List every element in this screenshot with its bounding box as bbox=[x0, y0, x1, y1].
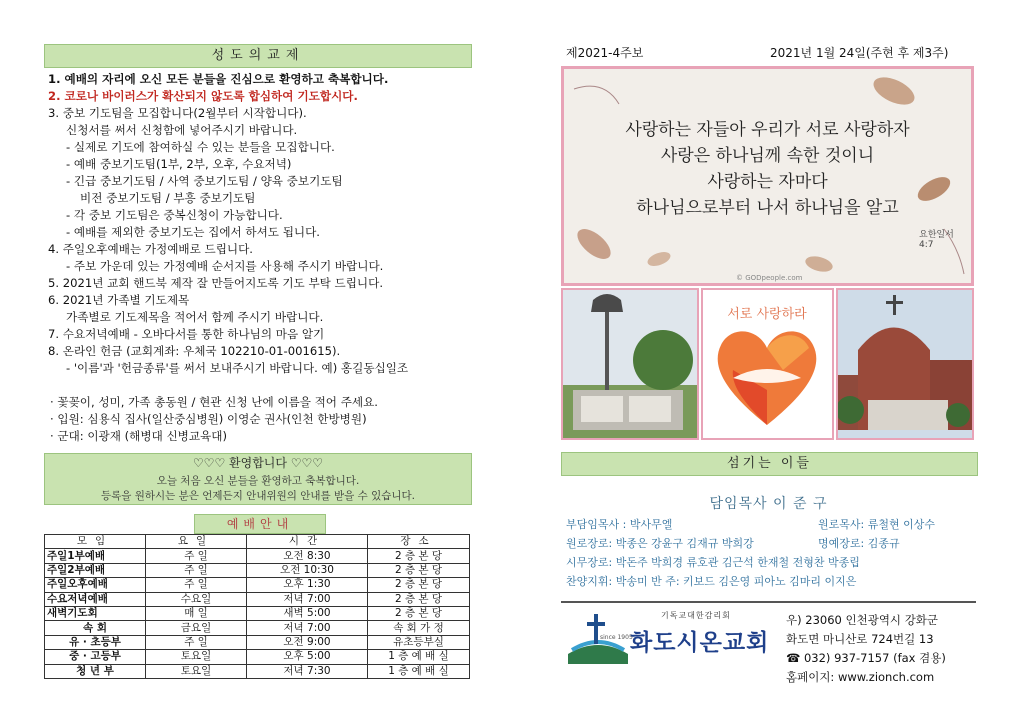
cell: 주 일 bbox=[146, 578, 247, 592]
note-item: · 군대: 이광재 (해병대 신병교육대) bbox=[50, 429, 227, 443]
cell: 새벽 5:00 bbox=[247, 606, 368, 620]
footer-divider bbox=[561, 601, 976, 603]
senior-pastor: 담임목사 이 준 구 bbox=[709, 496, 828, 512]
column-header: 시간 bbox=[247, 535, 368, 549]
table-row bbox=[45, 549, 470, 563]
denomination-label: 기독교대한감리회 bbox=[661, 611, 731, 620]
news-item: - 각 중보 기도팀은 중복신청이 가능합니다. bbox=[66, 208, 283, 222]
cell: 수요저녁예배 bbox=[45, 592, 146, 606]
love-heart-graphic bbox=[701, 288, 834, 440]
verse-line: 사랑하는 자들아 우리가 서로 사랑하자 bbox=[625, 120, 910, 140]
issue-date: 2021년 1월 24일(주현 후 제3주) bbox=[770, 46, 949, 60]
news-item: 신청서를 써서 신청함에 넣어주시기 바랍니다. bbox=[66, 123, 298, 137]
cell: 토요일 bbox=[146, 650, 247, 664]
news-item: - '이름'과 '헌금종류'를 써서 보내주시기 바랍니다. 예) 홍길동십일조 bbox=[66, 361, 409, 375]
news-item: - 주보 가운데 있는 가정예배 순서지를 사용해 주시기 바랍니다. bbox=[66, 259, 384, 273]
table-row bbox=[45, 664, 470, 678]
table-row bbox=[45, 606, 470, 620]
worship-schedule-table bbox=[44, 534, 470, 679]
cell: 주일1부예배 bbox=[45, 549, 146, 563]
cell: 매 일 bbox=[146, 606, 247, 620]
table-header-row bbox=[45, 535, 470, 549]
note-item: · 입원: 심용식 집사(일산중심병원) 이영순 권사(인천 한방병원) bbox=[50, 412, 367, 426]
cell: 오후 5:00 bbox=[247, 650, 368, 664]
news-item: - 예배 중보기도팀(1부, 2부, 오후, 수요저녁) bbox=[66, 157, 292, 171]
heart-hands-image bbox=[703, 290, 832, 438]
verse-banner bbox=[561, 66, 974, 286]
cell: 2 층 본 당 bbox=[368, 549, 470, 563]
cell: 유 · 초등부 bbox=[45, 635, 146, 649]
cell: 오전 9:00 bbox=[247, 635, 368, 649]
church-building-photo bbox=[836, 288, 974, 440]
table-row bbox=[45, 650, 470, 664]
cell: 주 일 bbox=[146, 563, 247, 577]
cell: 2 층 본 당 bbox=[368, 592, 470, 606]
cell: 저녁 7:30 bbox=[247, 664, 368, 678]
table-row bbox=[45, 563, 470, 577]
cell: 2 층 본 당 bbox=[368, 563, 470, 577]
staff-line: 시무장로: 박돈주 박희경 류호관 김근석 한재철 전형찬 박종립 bbox=[566, 556, 860, 569]
news-item: 5. 2021년 교회 핸드북 제작 잘 만들어지도록 기도 부탁 드립니다. bbox=[48, 276, 384, 290]
church-building-image bbox=[838, 290, 972, 438]
verse-line: 하나님으로부터 나서 하나님을 알고 bbox=[636, 198, 899, 218]
column-header: 장소 bbox=[368, 535, 470, 549]
welcome-line: 등록을 원하시는 분은 언제든지 안내위원의 안내를 받을 수 있습니다. bbox=[100, 490, 416, 502]
news-item: 8. 온라인 헌금 (교회계좌: 우체국 102210-01-001615). bbox=[48, 344, 341, 358]
church-name: 화도시온교회 bbox=[630, 630, 770, 656]
cell: 주 일 bbox=[146, 549, 247, 563]
verse-line: 사랑은 하나님께 속한 것이니 bbox=[660, 146, 875, 166]
verse-reference: 요한일서 4:7 bbox=[919, 230, 954, 250]
news-item: 7. 수요저녁예배 - 오바다서를 통한 하나님의 마음 알기 bbox=[48, 327, 325, 341]
staff-line: 찬양지휘: 박송미 반 주: 키보드 김은영 피아노 김마리 이지은 bbox=[566, 575, 857, 588]
bell-monument-image bbox=[563, 290, 697, 438]
news-item: 가족별로 기도제목을 적어서 함께 주시기 바랍니다. bbox=[66, 310, 324, 324]
news-item: 비전 중보기도팀 / 부흥 중보기도팀 bbox=[80, 191, 256, 205]
homepage-link[interactable]: 홈페이지: www.zionch.com bbox=[786, 670, 935, 684]
cell: 1 층 예 배 실 bbox=[368, 650, 470, 664]
news-item: - 예배를 제외한 중보기도는 집에서 하셔도 됩니다. bbox=[66, 225, 320, 239]
cell: 청 년 부 bbox=[45, 664, 146, 678]
cell: 오전 8:30 bbox=[247, 549, 368, 563]
news-item: 2. 코로나 바이러스가 확산되지 않도록 합심하여 기도합시다. bbox=[48, 89, 358, 103]
column-header: 요일 bbox=[146, 535, 247, 549]
table-row bbox=[45, 592, 470, 606]
cell: 오전 10:30 bbox=[247, 563, 368, 577]
staff-line: 원로목사: 류철현 이상수 bbox=[818, 518, 935, 531]
table-row bbox=[45, 621, 470, 635]
cell: 속 회 bbox=[45, 621, 146, 635]
cell: 중 · 고등부 bbox=[45, 650, 146, 664]
welcome-line: 오늘 처음 오신 분들을 환영하고 축복합니다. bbox=[156, 475, 360, 487]
phone-line: ☎ 032) 937-7157 (fax 겸용) bbox=[786, 651, 946, 665]
address-line: 화도면 마니산로 724번길 13 bbox=[786, 632, 934, 646]
since-label: since 1905 bbox=[600, 634, 633, 641]
table-row bbox=[45, 578, 470, 592]
cell: 오후 1:30 bbox=[247, 578, 368, 592]
cell: 2 층 본 당 bbox=[368, 606, 470, 620]
issue-number: 제2021-4주보 bbox=[566, 46, 644, 60]
verse-line: 사랑하는 자마다 bbox=[707, 172, 828, 192]
staff-line: 명예장로: 김종규 bbox=[818, 537, 900, 550]
cell: 유초등부실 bbox=[368, 635, 470, 649]
cell: 속 회 가 정 bbox=[368, 621, 470, 635]
church-logo bbox=[566, 608, 784, 668]
staff-line: 원로장로: 박종은 강윤구 김재규 박희강 bbox=[566, 537, 754, 550]
welcome-title: ♡♡♡ 환영합니다 ♡♡♡ bbox=[192, 456, 324, 470]
fellowship-title: 성도의교제 bbox=[44, 44, 472, 68]
news-item: 3. 중보 기도팀을 모집합니다(2월부터 시작합니다). bbox=[48, 106, 307, 120]
cell: 1 층 예 배 실 bbox=[368, 664, 470, 678]
cell: 저녁 7:00 bbox=[247, 592, 368, 606]
note-item: · 꽃꽂이, 성미, 가족 총동원 / 현관 신청 난에 이름을 적어 주세요. bbox=[50, 395, 378, 409]
servants-title: 섬기는 이들 bbox=[561, 452, 978, 476]
address-line: 우) 23060 인천광역시 강화군 bbox=[786, 613, 939, 627]
table-row bbox=[45, 635, 470, 649]
cell: 주일2부예배 bbox=[45, 563, 146, 577]
column-header: 모임 bbox=[45, 535, 146, 549]
cell: 2 층 본 당 bbox=[368, 578, 470, 592]
news-item: 6. 2021년 가족별 기도제목 bbox=[48, 293, 190, 307]
worship-title: 예배안내 bbox=[194, 514, 326, 534]
bell-monument-photo bbox=[561, 288, 699, 440]
news-item: - 실제로 기도에 참여하실 수 있는 분들을 모집합니다. bbox=[66, 140, 335, 154]
cell: 토요일 bbox=[146, 664, 247, 678]
news-item: 1. 예배의 자리에 오신 모든 분들을 진심으로 환영하고 축복합니다. bbox=[48, 72, 389, 86]
heart-caption: 서로 사랑하라 bbox=[727, 307, 807, 322]
cell: 금요일 bbox=[146, 621, 247, 635]
welcome-box bbox=[44, 453, 472, 505]
cell: 주 일 bbox=[146, 635, 247, 649]
cell: 주일오후예배 bbox=[45, 578, 146, 592]
staff-line: 부담임목사 : 박사무엘 bbox=[566, 518, 673, 531]
news-item: - 긴급 중보기도팀 / 사역 중보기도팀 / 양육 중보기도팀 bbox=[66, 174, 343, 188]
image-credit: © GODpeople.com bbox=[736, 274, 803, 282]
cell: 수요일 bbox=[146, 592, 247, 606]
cell: 저녁 7:00 bbox=[247, 621, 368, 635]
news-item: 4. 주일오후예배는 가정예배로 드립니다. bbox=[48, 242, 253, 256]
left-column bbox=[44, 44, 472, 684]
cell: 새벽기도회 bbox=[45, 606, 146, 620]
